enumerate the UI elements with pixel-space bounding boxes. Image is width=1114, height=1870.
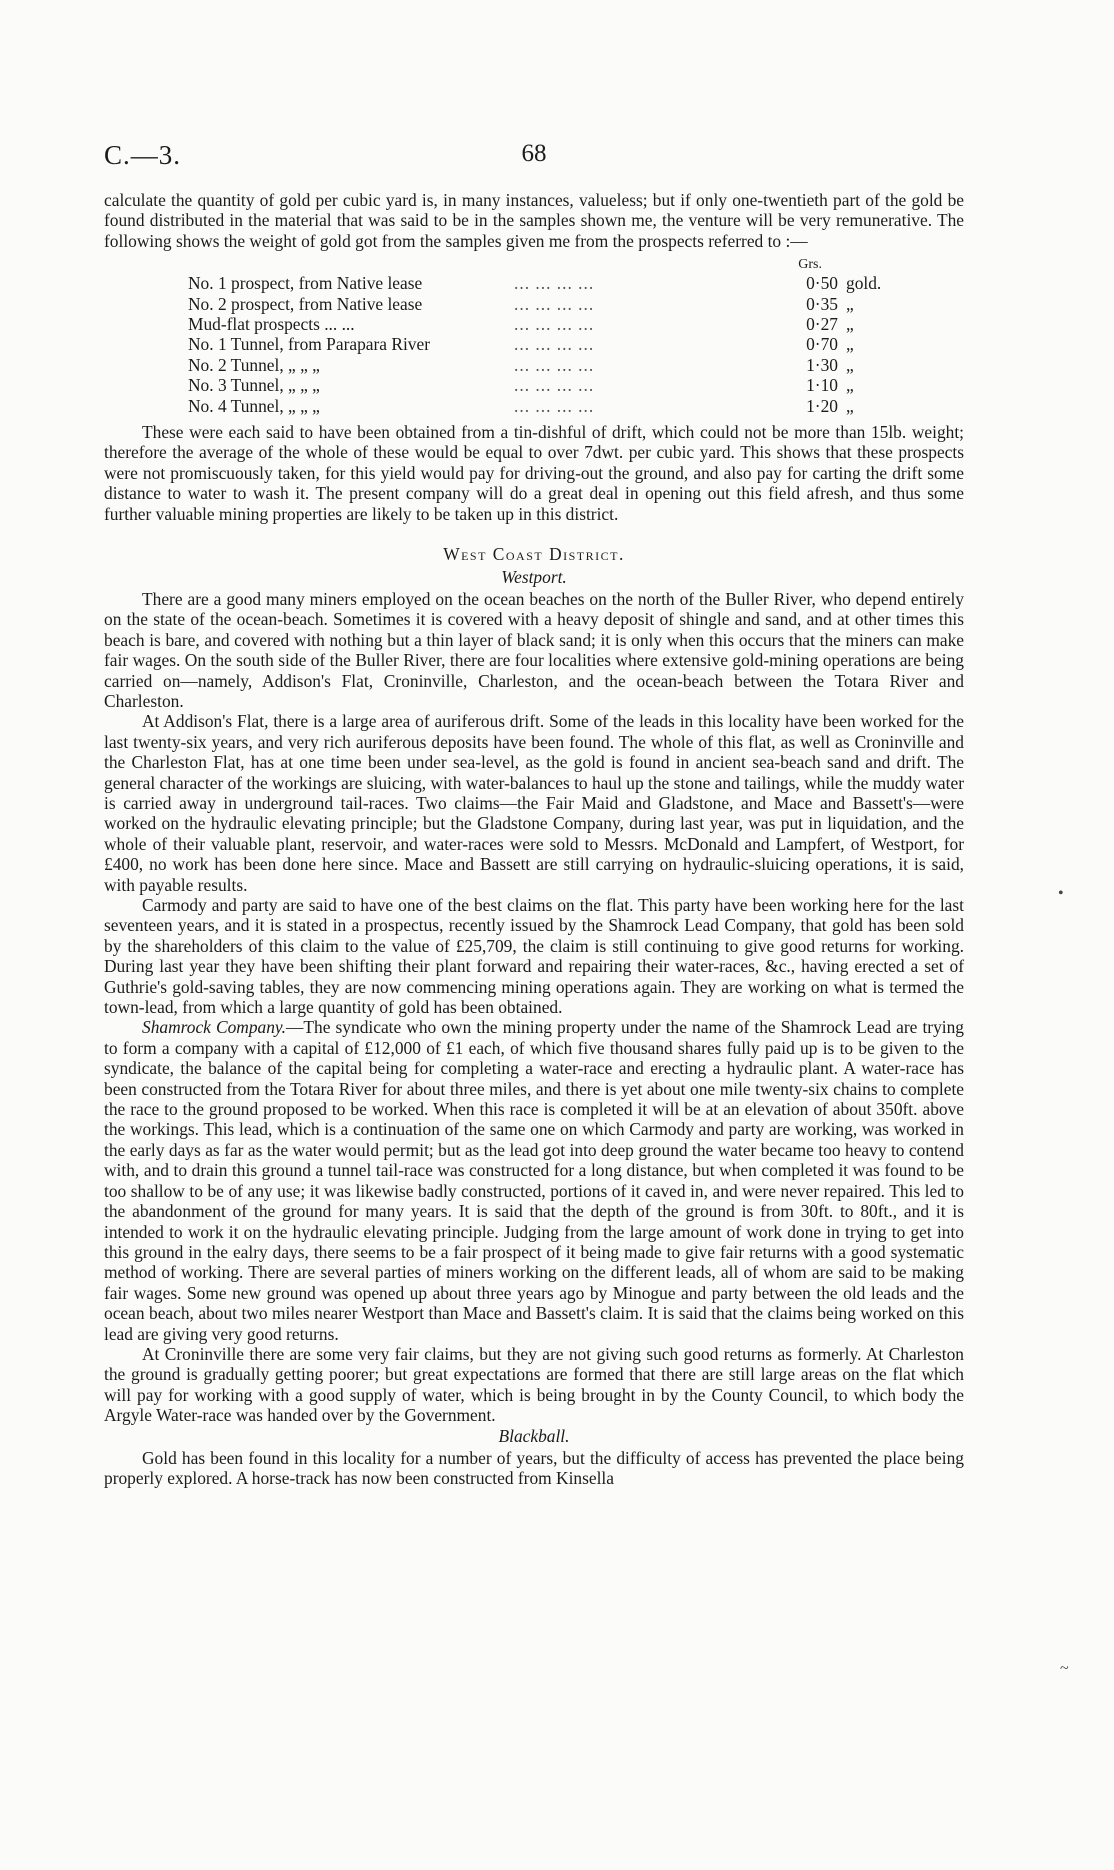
- westport-paragraph-1: There are a good many miners employed on the ocean beaches on the north of the Buller River, who depend entirely on the state of the ocean-beach. Sometimes it is covered with a heavy deposit of shingle and sand, and at other times this beach is bare, and covered with nothing but a thin layer of black sand; it is only when this occurs that the miners can make fair wages. On the south side of the Buller River, there are four localities where extensive gold-mining operations are being carried on—namely, Addison's Flat, Croninville, Charleston, and the ocean-beach between the Totara River and Charleston.: [104, 588, 964, 711]
- shamrock-company-text: —The syndicate who own the mining property under the name of the Shamrock Lead are trying to form a company with a capital of £12,000 of £1 each, of which five thousand shares fully paid up is to be given to the syndicate, the balance of the capital being for completing a water-race and erecting a hydraulic plant. A water-race has been constructed from the Totara River for about three miles, and there is yet about one mile twenty-six chains to complete the race to the ground proposed to be worked. When this race is completed it will be at an elevation of about 350ft. above the workings. This lead, which is a continuation of the same one on which Carmody and party are working, was worked in the early days as far as the water would permit; but as the lead got into deep ground the water became too heavy to contend with, and to drain this ground a tunnel tail-race was constructed for a long distance, but when completed it was found to be too shallow to be of any use; it was likewise badly constructed, portions of it caved in, and were never repaired. This led to the abandonment of the ground for many years. It is said that the depth of the ground is from 30ft. to 80ft., and it is intended to work it on the hydraulic elevating principle. Judging from the large amount of work done in trying to get into this ground in the ealry days, there seems to be a fair prospect of it being made to give fair returns with a good systematic method of working. There are several parties of miners working on the different leads, all of whom are said to be making fair wages. Some new ground was opened up about three years ago by Minogue and party between the old leads and the ocean beach, about two miles nearer Westport than Mace and Bassett's claim. It is said that the claims being worked on this lead are giving very good returns.: [104, 1017, 964, 1344]
- leader-dots: ... ... ... ...: [514, 395, 595, 416]
- row-label: No. 2 Tunnel, „ „ „: [188, 354, 320, 375]
- table-row: [188, 314, 902, 334]
- prospects-table: [188, 257, 902, 416]
- shamrock-company-heading: Shamrock Company.: [142, 1017, 287, 1038]
- row-unit: gold.: [846, 273, 882, 294]
- row-value: 0·50: [806, 273, 838, 294]
- row-label: No. 3 Tunnel, „ „ „: [188, 375, 320, 396]
- blackball-paragraph-1: Gold has been found in this locality for a number of years, but the difficulty of access has prevented the place being properly explored. A horse-track has now been constructed from Kinsella: [104, 1447, 964, 1489]
- table-row: [188, 334, 902, 354]
- unit-header: Grs.: [798, 257, 822, 273]
- margin-mark: •: [1058, 885, 1064, 902]
- table-row: [188, 273, 902, 293]
- leader-dots: ... ... ... ...: [514, 334, 595, 355]
- row-value: 0·70: [806, 334, 838, 355]
- westport-paragraph-2: At Addison's Flat, there is a large area of auriferous drift. Some of the leads in this locality have been worked for the last twenty-six years, and very rich auriferous deposits have been found. The whole of this flat, as well as Croninville and the Charleston Flat, has at one time been under sea-level, as the gold is found in ancient sea-beach sand and drift. The general character of the workings are sluicing, with water-balances to haul up the stone and tailings, while the muddy water is carried away in underground tail-races. Two claims—the Fair Maid and Gladstone, and Mace and Bassett's—were worked on the hydraulic elevating principle; but the Gladstone Company, during last year, was put in liquidation, and the whole of their valuable plant, reservoir, and water-races were sold to Messrs. McDonald and Lampfert, of Westport, for £400, no work has been done here since. Mace and Bassett are still carrying on hydraulic-sluicing operations, it is said, with payable results.: [104, 711, 964, 895]
- row-unit: „: [846, 354, 854, 375]
- row-value: 1·10: [806, 375, 838, 396]
- row-value: 0·27: [806, 314, 838, 335]
- row-value: 1·20: [806, 395, 838, 416]
- row-unit: „: [846, 334, 854, 355]
- blackball-title: Blackball.: [498, 1425, 570, 1446]
- intro-paragraph: calculate the quantity of gold per cubic yard is, in many instances, valueless; but if only one-twentieth part of the gold be found distributed in the material that was said to be in the samples shown me, the venture will be very remunerative. The following shows the weight of gold got from the samples given me from the prospects referred to :—: [104, 190, 964, 251]
- document-reference: C.—3.: [104, 140, 182, 170]
- row-unit: „: [846, 314, 854, 335]
- westport-paragraph-3: Carmody and party are said to have one of the best claims on the flat. This party have been working here for the last seventeen years, and it is stated in a prospectus, recently issued by the Shamrock Lead Company, that gold has been sold by the shareholders of this claim to the value of £25,709, the claim is still continuing to give good returns for working. During last year they have been shifting their plant forward and repairing their water-races, &c., having erected a set of Guthrie's gold-saving tables, they are now commencing mining operations again. They are working on what is termed the town-lead, from which a large quantity of gold has been obtained.: [104, 895, 964, 1018]
- row-label: No. 1 prospect, from Native lease: [188, 273, 423, 294]
- row-unit: „: [846, 375, 854, 396]
- page-body: [104, 190, 964, 1489]
- westport-paragraph-5: At Croninville there are some very fair claims, but they are not giving such good returns as formerly. At Charleston the ground is gradually getting poorer; but great expectations are formed that there are still large areas on the flat which will pay for working with a good supply of water, which is being brought in by the County Council, to which body the Argyle Water-race was handed over by the Government.: [104, 1343, 964, 1426]
- table-rows: [188, 273, 902, 416]
- table-row: [188, 355, 902, 375]
- row-label: Mud-flat prospects ... ...: [188, 314, 355, 335]
- row-label: No. 2 prospect, from Native lease: [188, 293, 423, 314]
- row-label: No. 1 Tunnel, from Parapara River: [188, 334, 430, 355]
- table-row: [188, 294, 902, 314]
- page-number: 68: [521, 140, 547, 167]
- leader-dots: ... ... ... ...: [514, 273, 595, 294]
- row-unit: „: [846, 395, 854, 416]
- westport-title: Westport.: [501, 566, 567, 587]
- leader-dots: ... ... ... ...: [514, 293, 595, 314]
- page-header: [104, 140, 964, 170]
- row-value: 0·35: [806, 293, 838, 314]
- after-table-paragraph: These were each said to have been obtained from a tin-dishful of drift, which could not be more than 15lb. weight; therefore the average of the whole of these would be equal to over 7dwt. per cubic yard. This shows that these prospects were not promiscuously taken, for this yield would pay for driving-out the ground, and also pay for carting the drift some distance to water to wash it. The present company will do a great deal in opening out this field afresh, and thus some further valuable mining properties are likely to be taken up in this district.: [104, 422, 964, 524]
- westport-paragraph-4: [104, 1017, 964, 1344]
- leader-dots: ... ... ... ...: [514, 354, 595, 375]
- table-row: [188, 396, 902, 416]
- leader-dots: ... ... ... ...: [514, 314, 595, 335]
- row-unit: „: [846, 293, 854, 314]
- section-title: West Coast District.: [443, 544, 625, 565]
- row-value: 1·30: [806, 354, 838, 375]
- row-label: No. 4 Tunnel, „ „ „: [188, 395, 320, 416]
- margin-mark: ~: [1060, 1660, 1069, 1677]
- table-row: [188, 375, 902, 395]
- leader-dots: ... ... ... ...: [514, 375, 595, 396]
